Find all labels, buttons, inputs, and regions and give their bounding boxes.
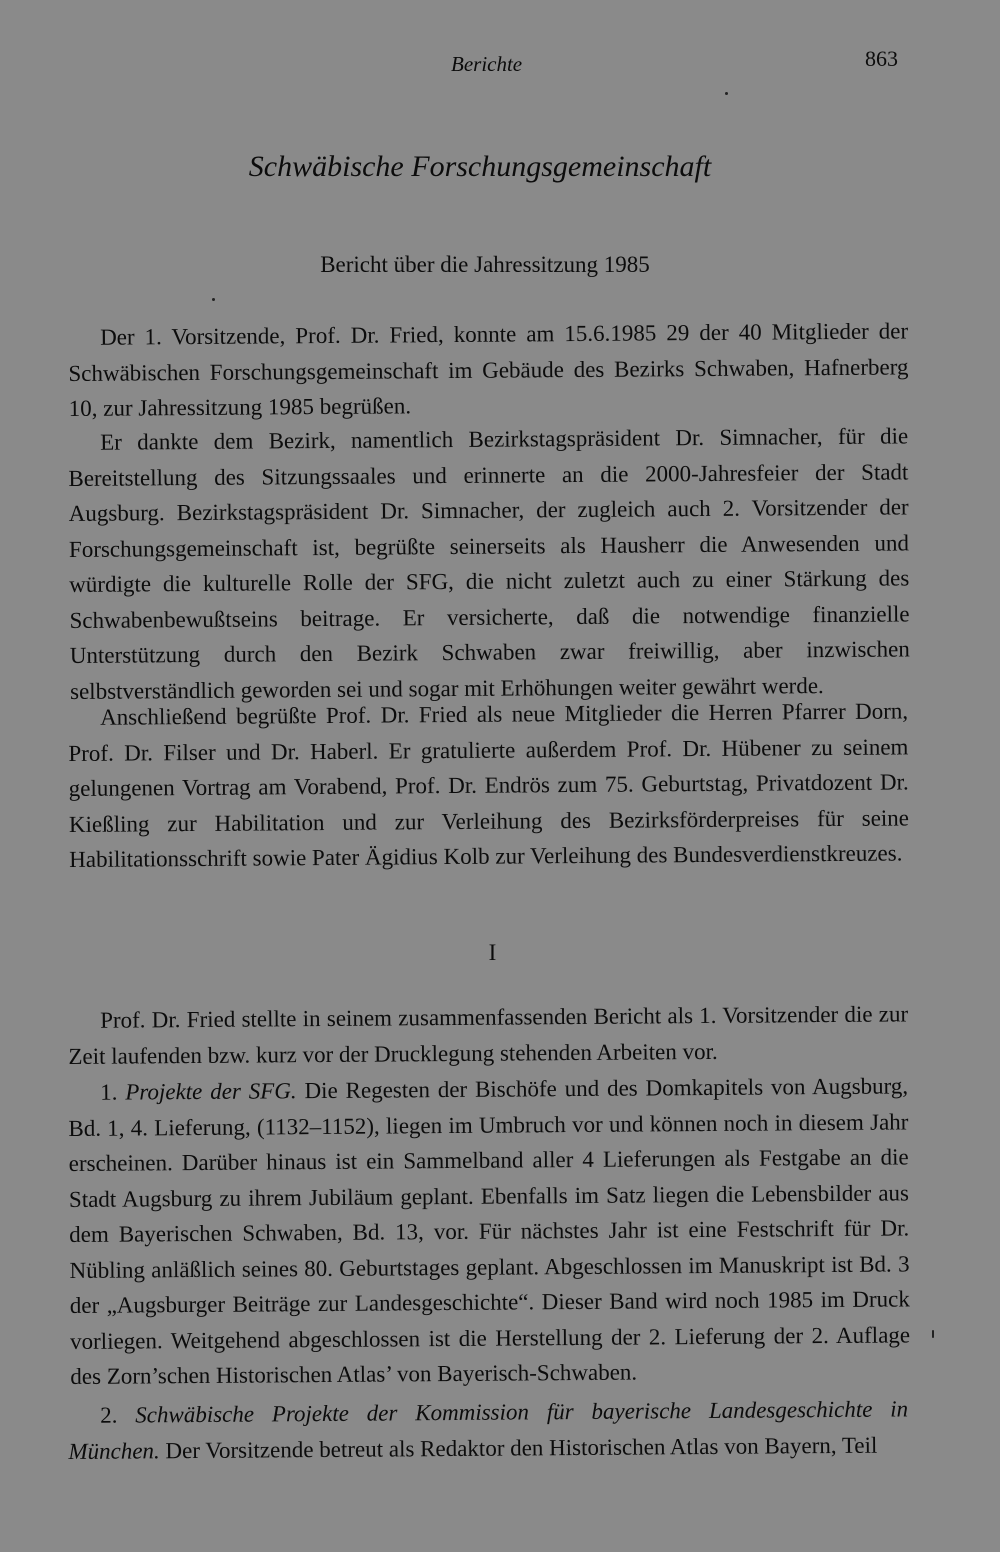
item-text: Die Regesten der Bischöfe und des Domkapitels von Augsburg, Bd. 1, 4. Lieferung, (1132–1152), liegen im Umbruch vor und können noch in diesem Jahr erscheinen. Darüber hinaus ist ein Sammelband aller 4 Lieferungen als Festgabe an die Stadt Augsburg zu ihrem Jubiläum geplant. Ebenfalls im Satz liegen die Lebensbilder aus dem Bayerischen Schwaben, Bd. 13, vor. Für nächstes Jahr ist eine Festschrift für Dr. Nübling anläßlich seines 80. Geburtstages geplant. Abgeschlossen im Manuskript ist Bd. 3 der „Augsburger Beiträge zur Landesgeschichte“. Dieser Band wird noch 1985 im Druck vorliegen. Weitgehend abgeschlossen ist die Herstellung der 2. Lieferung der 2. Auflage des Zorn’schen Historischen Atlas’ von Bayerisch-Schwaben. bbox=[68, 1073, 911, 1389]
paragraph-thanks: Er dankte dem Bezirk, namentlich Bezirkstagspräsident Dr. Simnacher, für die Bereitstellung des Sitzungssaales und erinnerte an die 2000-Jahresfeier der Stadt Augsburg. Bezirkstagspräsident Dr. Simnacher, der zugleich auch 2. Vorsitzender der Forschungsgemeinschaft ist, begrüßte seinerseits als Hausherr die Anwesenden und würdigte die kulturelle Rolle der SFG, die nicht zuletzt auch zu einer Stärkung des Schwabenbewußtseins beitrage. Er versicherte, daß die notwendige finanzielle Unterstützung durch den Bezirk Schwaben zwar freiwillig, aber inzwischen selbstverständlich geworden sei und sogar mit Erhöhungen weiter gewährt werde. bbox=[68, 423, 910, 704]
article-title: Schwäbische Forschungsgemeinschaft bbox=[248, 150, 712, 183]
page-number: 863 bbox=[865, 46, 898, 71]
paragraph-new-members: Anschließend begrüßte Prof. Dr. Fried als neue Mitglieder die Herren Pfarrer Dorn, Prof. Dr. Filser und Dr. Haberl. Er gratulierte außerdem Prof. Dr. Hübener zu seinem gelungenen Vortrag am Vorabend, Prof. Dr. Endrös zum 75. Geburtstag, Privatdozent Dr. Kießling zur Habilitation und zur Verleihung des Bezirksförderpreises für seine Habilitationsschrift sowie Pater Ägidius Kolb zur Verleihung des Bundesverdienstkreuzes. bbox=[68, 698, 910, 872]
section-number: I bbox=[488, 940, 497, 965]
paragraph-commission-projects bbox=[68, 1391, 909, 1469]
scan-speck bbox=[725, 92, 728, 95]
running-head: Berichte bbox=[451, 52, 523, 76]
scan-speck bbox=[932, 1330, 934, 1338]
scan-speck bbox=[212, 298, 215, 301]
paragraph-report-intro: Prof. Dr. Fried stellte in seinem zusammenfassenden Bericht als 1. Vorsitzender die zur Zeit laufenden bzw. kurz vor der Drucklegung stehenden Arbeiten vor. bbox=[68, 1001, 909, 1069]
item-heading: Projekte der SFG. bbox=[125, 1078, 297, 1105]
item-text: Der Vorsitzende betreut als Redaktor den Historischen Atlas von Bayern, Teil bbox=[165, 1432, 878, 1463]
paragraph-projects-sfg bbox=[68, 1068, 910, 1394]
item-heading: Schwäbische Projekte der Kommission für bayerische Landesgeschichte in München. bbox=[68, 1396, 909, 1464]
item-number: 2. bbox=[100, 1402, 118, 1428]
article-subtitle: Bericht über die Jahressitzung 1985 bbox=[320, 252, 650, 277]
paragraph-greeting: Der 1. Vorsitzende, Prof. Dr. Fried, konnte am 15.6.1985 29 der 40 Mitglieder der Schwäbischen Forschungsgemeinschaft im Gebäude des Bezirks Schwaben, Hafnerberg 10, zur Jahressitzung 1985 begrüßen. bbox=[68, 318, 909, 421]
item-number: 1. bbox=[100, 1079, 118, 1105]
